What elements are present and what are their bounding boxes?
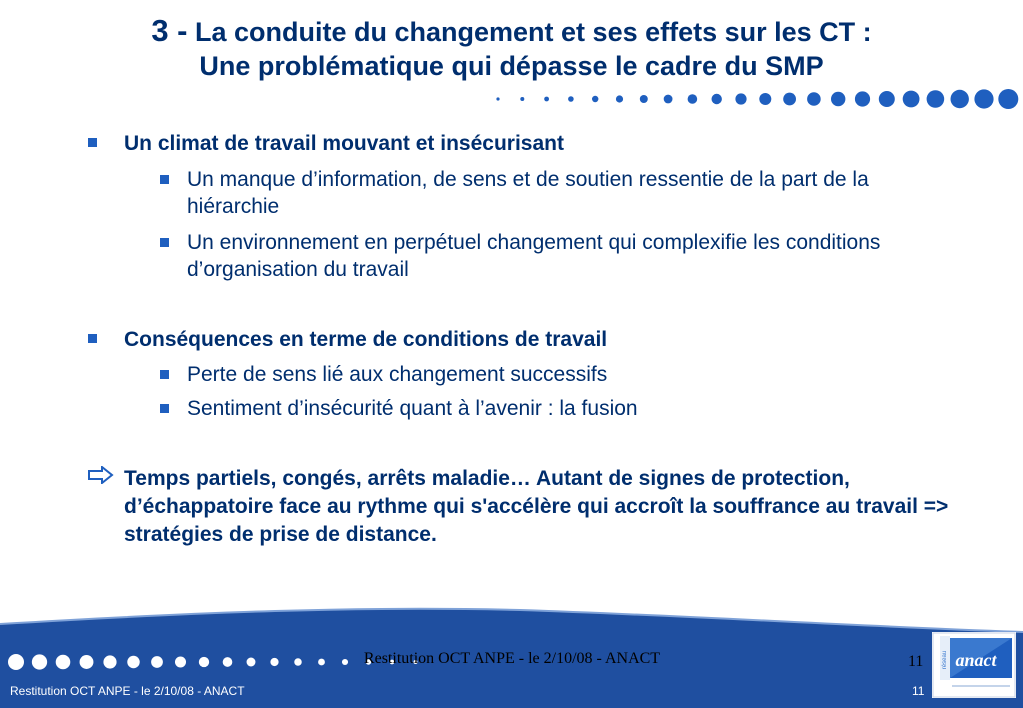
- anact-logo-icon: [932, 632, 1016, 698]
- decorative-dot: [151, 656, 163, 668]
- decorative-dot: [270, 658, 278, 666]
- square-bullet-icon: [88, 138, 97, 147]
- decorative-dot: [32, 654, 47, 669]
- square-bullet-icon: [160, 404, 169, 413]
- square-bullet-icon: [88, 334, 97, 343]
- decorative-dot: [318, 659, 325, 666]
- decorative-dot: [80, 655, 94, 669]
- square-bullet-icon: [160, 175, 169, 184]
- decorative-dot: [199, 657, 209, 667]
- decorative-dot: [175, 656, 186, 667]
- title-number: 3 -: [151, 13, 188, 48]
- title-line-2: Une problématique qui dépasse le cadre du SMP: [199, 51, 824, 81]
- decorative-dot: [103, 655, 116, 668]
- conclusion-text: Temps partiels, congés, arrêts maladie… Autant de signes de protection, d’échappatoire face au rythme qui s'accélère qui accroît la souffrance au travail => stratégies de prise de distance.: [124, 467, 949, 546]
- slide-content: Un climat de travail mouvant et insécurisant Un manque d’information, de sens et de soutien ressentie de la part de la hiérarchie Un environnement en perpétuel changement qui complexifie les conditions d’organisation du travail Conséquences en terme de conditions de travail Perte de sens lié aux changement successifs Sentiment d’insécurité quant à l’avenir : la fusion Temps partiels, congés, arrêts maladie… Autant de signes de protection, d’échappatoire face au rythme qui s'accélère qui accroît la souffrance au travail => stratégies de prise de distance.: [0, 0, 1023, 600]
- decorative-dot: [294, 658, 302, 666]
- square-bullet-icon: [160, 238, 169, 247]
- footer-right-number: 11: [912, 684, 925, 698]
- footer-center-text: Restitution OCT ANPE - le 2/10/08 - ANACT: [363, 650, 661, 667]
- svg-text:anact: anact: [955, 650, 997, 670]
- decorative-dot: [247, 658, 256, 667]
- square-bullet-icon: [160, 370, 169, 379]
- anact-logo: [932, 632, 1016, 698]
- svg-text:réseau: réseau: [942, 650, 948, 670]
- arrow-right-icon: [88, 466, 114, 484]
- title-line-1: La conduite du changement et ses effets sur les CT :: [195, 17, 872, 47]
- decorative-dot: [56, 655, 71, 670]
- decorative-dot: [8, 654, 24, 670]
- decorative-dot: [223, 657, 233, 667]
- decorative-dot: [127, 656, 139, 668]
- decorative-dot: [342, 659, 348, 665]
- footer-left-text: Restitution OCT ANPE - le 2/10/08 - ANACT: [10, 684, 245, 698]
- footer-page-number: 11: [908, 653, 924, 670]
